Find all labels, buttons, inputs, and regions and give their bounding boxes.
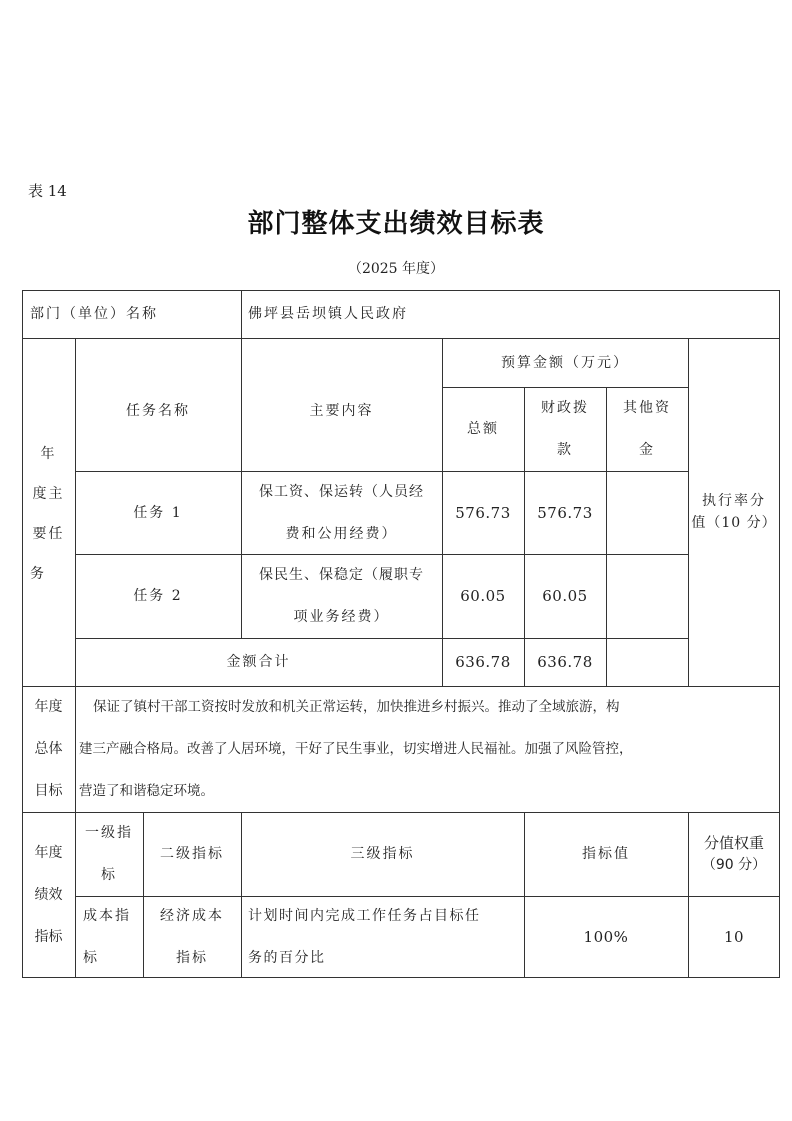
indicator-level2: [143, 896, 241, 977]
annual-tasks-label-line: 要任: [32, 526, 65, 542]
header-fiscal-line: 财政拨: [541, 400, 589, 416]
annual-goal-label: [22, 686, 75, 812]
annual-tasks-label-line: 年: [40, 446, 57, 462]
annual-goal-text: [79, 686, 777, 812]
indicator-level3-line: 计划时间内完成工作任务占目标任: [248, 907, 481, 924]
sum-other: [606, 638, 688, 686]
header-level3: 三级指标: [350, 846, 415, 862]
header-weight-line: 分值权重: [703, 834, 764, 852]
task-other: [606, 554, 688, 638]
indicator-level1-line: 成本指: [83, 907, 131, 924]
indicator-value: 100%: [583, 927, 629, 946]
task-content-line: 费和公用经费）: [285, 525, 398, 542]
task-content-line: 项业务经费）: [293, 609, 390, 625]
header-other-line: 金: [639, 442, 655, 458]
header-other: [606, 387, 688, 471]
indicator-level3-line: 务的百分比: [248, 949, 326, 966]
indicator-weight: 10: [723, 927, 745, 946]
annual-goal-label-line: 年度: [34, 699, 63, 715]
year-subtitle: （2025 年度）: [347, 261, 445, 277]
header-other-line: 其他资: [623, 400, 671, 416]
header-main-content: 主要内容: [309, 403, 374, 419]
header-task-name: 任务名称: [126, 403, 190, 419]
header-level2: 二级指标: [160, 846, 224, 862]
header-budget: 预算金额（万元）: [501, 354, 629, 371]
indicator-level2-line: 经济成本: [160, 907, 224, 924]
header-total: 总额: [467, 421, 499, 437]
annual-goal-text-line: 保证了镇村干部工资按时发放和机关正常运转，加快推进乡村振兴。推动了全域旅游，构: [93, 699, 620, 715]
header-exec-rate-line: 执行率分: [702, 493, 766, 509]
task-name: 任务 1: [133, 504, 183, 521]
indicators-label: [22, 812, 75, 977]
annual-goal-text-line: 营造了和谐稳定环境。: [79, 783, 214, 799]
task-total: 60.05: [460, 587, 506, 605]
task-fiscal: 60.05: [542, 587, 588, 605]
sum-total: 636.78: [455, 653, 511, 671]
sum-fiscal: 636.78: [537, 653, 593, 671]
task-fiscal: 576.73: [537, 503, 593, 522]
annual-goal-text-line: 建三产融合格局。改善了人居环境，干好了民生事业，切实增进人民福祉。加强了风险管控，: [79, 741, 633, 757]
task-content: [241, 471, 442, 554]
annual-goal-label-line: 目标: [34, 783, 63, 799]
header-fiscal: [524, 387, 606, 471]
header-exec-rate: [688, 338, 780, 686]
indicators-label-line: 指标: [34, 928, 63, 945]
indicators-label-line: 年度: [34, 844, 63, 861]
header-level1-line: 一级指: [85, 825, 133, 841]
header-exec-rate-line: 值（10 分）: [691, 515, 777, 531]
header-value: 指标值: [582, 846, 630, 862]
annual-tasks-label: [22, 338, 75, 686]
department-value: 佛坪县岳坝镇人民政府: [248, 306, 408, 322]
header-weight-line: （90 分）: [701, 857, 767, 873]
indicator-level2-line: 指标: [176, 949, 208, 966]
indicator-level3: [241, 896, 524, 977]
task-content-line: 保工资、保运转（人员经: [259, 483, 424, 500]
annual-goal-label-line: 总体: [34, 741, 63, 757]
indicator-level1: [75, 896, 143, 977]
header-weight: [688, 812, 780, 896]
indicators-label-line: 绩效: [34, 886, 63, 903]
indicator-level1-line: 标: [83, 949, 99, 966]
task-name: 任务 2: [133, 588, 183, 604]
annual-tasks-label-line: 度主: [32, 486, 65, 502]
header-level1-line: 标: [101, 867, 117, 883]
page-title: 部门整体支出绩效目标表: [247, 209, 545, 239]
header-level1: [75, 812, 143, 896]
task-content: [241, 554, 442, 638]
task-other: [606, 471, 688, 554]
department-label: 部门（单位）名称: [30, 306, 158, 322]
task-content-line: 保民生、保稳定（履职专: [259, 567, 424, 583]
sum-label: 金额合计: [226, 654, 291, 670]
table-number-label: 表 14: [28, 182, 67, 200]
task-total: 576.73: [455, 503, 511, 522]
header-fiscal-line: 款: [557, 442, 573, 458]
annual-tasks-label-line: 务: [30, 566, 46, 582]
